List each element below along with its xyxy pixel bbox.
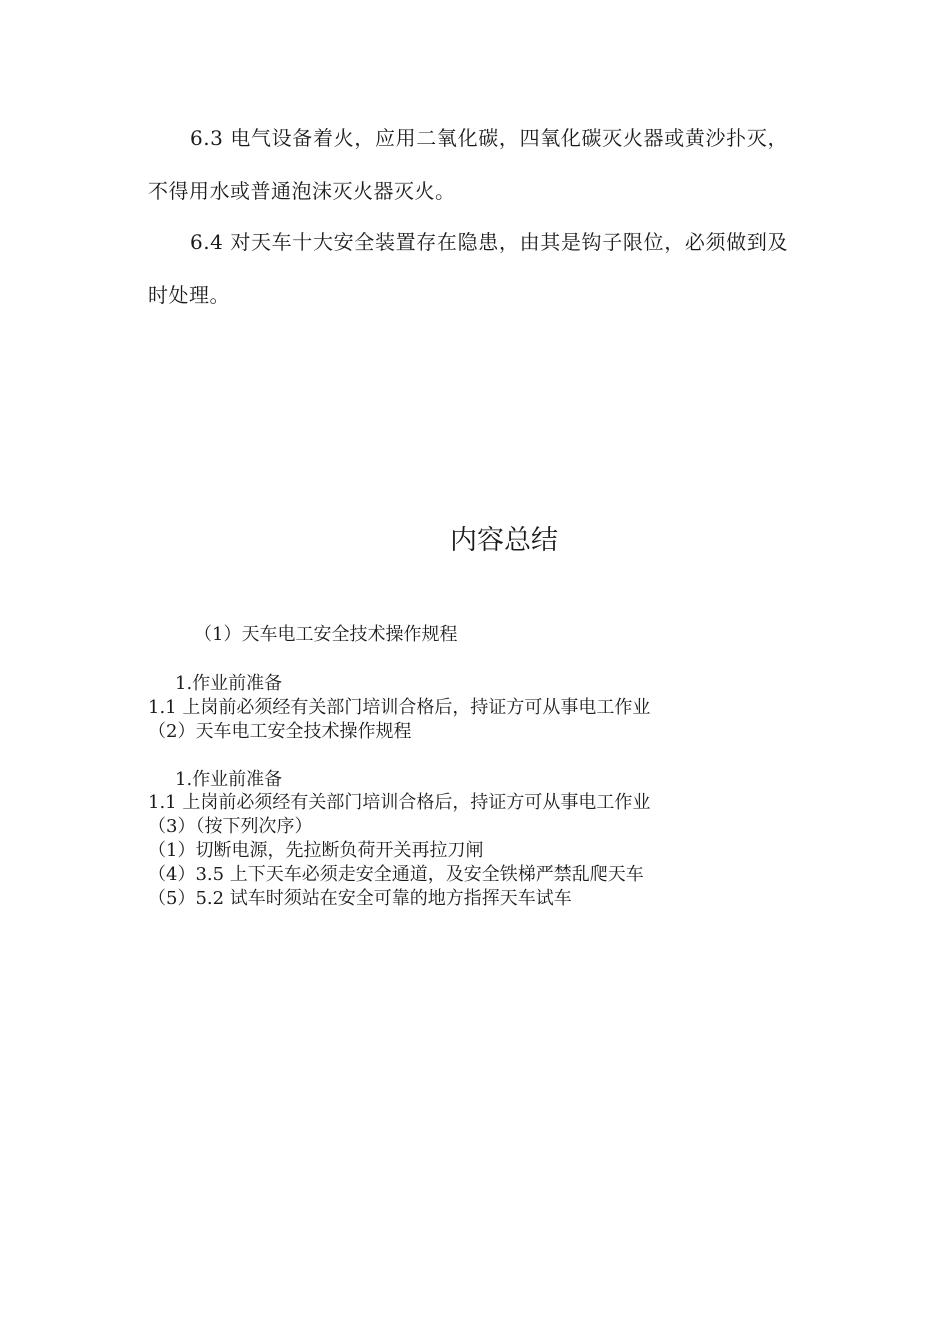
body-paragraph: 6.3 电气设备着火，应用二氧化碳，四氧化碳灭火器或黄沙扑灭，不得用水或普通泡沫灭火器灭火。 [148, 126, 788, 203]
summary-line: （2）天车电工安全技术操作规程 [148, 721, 412, 742]
summary-line: 1.作业前准备 [175, 769, 283, 790]
summary-line: 1.1 上岗前必须经有关部门培训合格后，持证方可从事电工作业 [148, 697, 651, 718]
summary-line: （4）3.5 上下天车必须走安全通道，及安全铁梯严禁乱爬天车 [148, 864, 644, 885]
summary-line: （1）切断电源，先拉断负荷开关再拉刀闸 [148, 840, 484, 861]
summary-title: 内容总结 [450, 525, 558, 556]
summary-line: （1）天车电工安全技术操作规程 [194, 624, 458, 645]
summary-line: （5）5.2 试车时须站在安全可靠的地方指挥天车试车 [148, 888, 572, 909]
summary-line: 1.作业前准备 [175, 673, 283, 694]
summary-line: 1.1 上岗前必须经有关部门培训合格后，持证方可从事电工作业 [148, 792, 651, 813]
body-paragraph: 6.4 对天车十大安全装置存在隐患，由其是钩子限位，必须做到及时处理。 [148, 230, 788, 307]
summary-line: （3）（按下列次序） [148, 816, 313, 837]
